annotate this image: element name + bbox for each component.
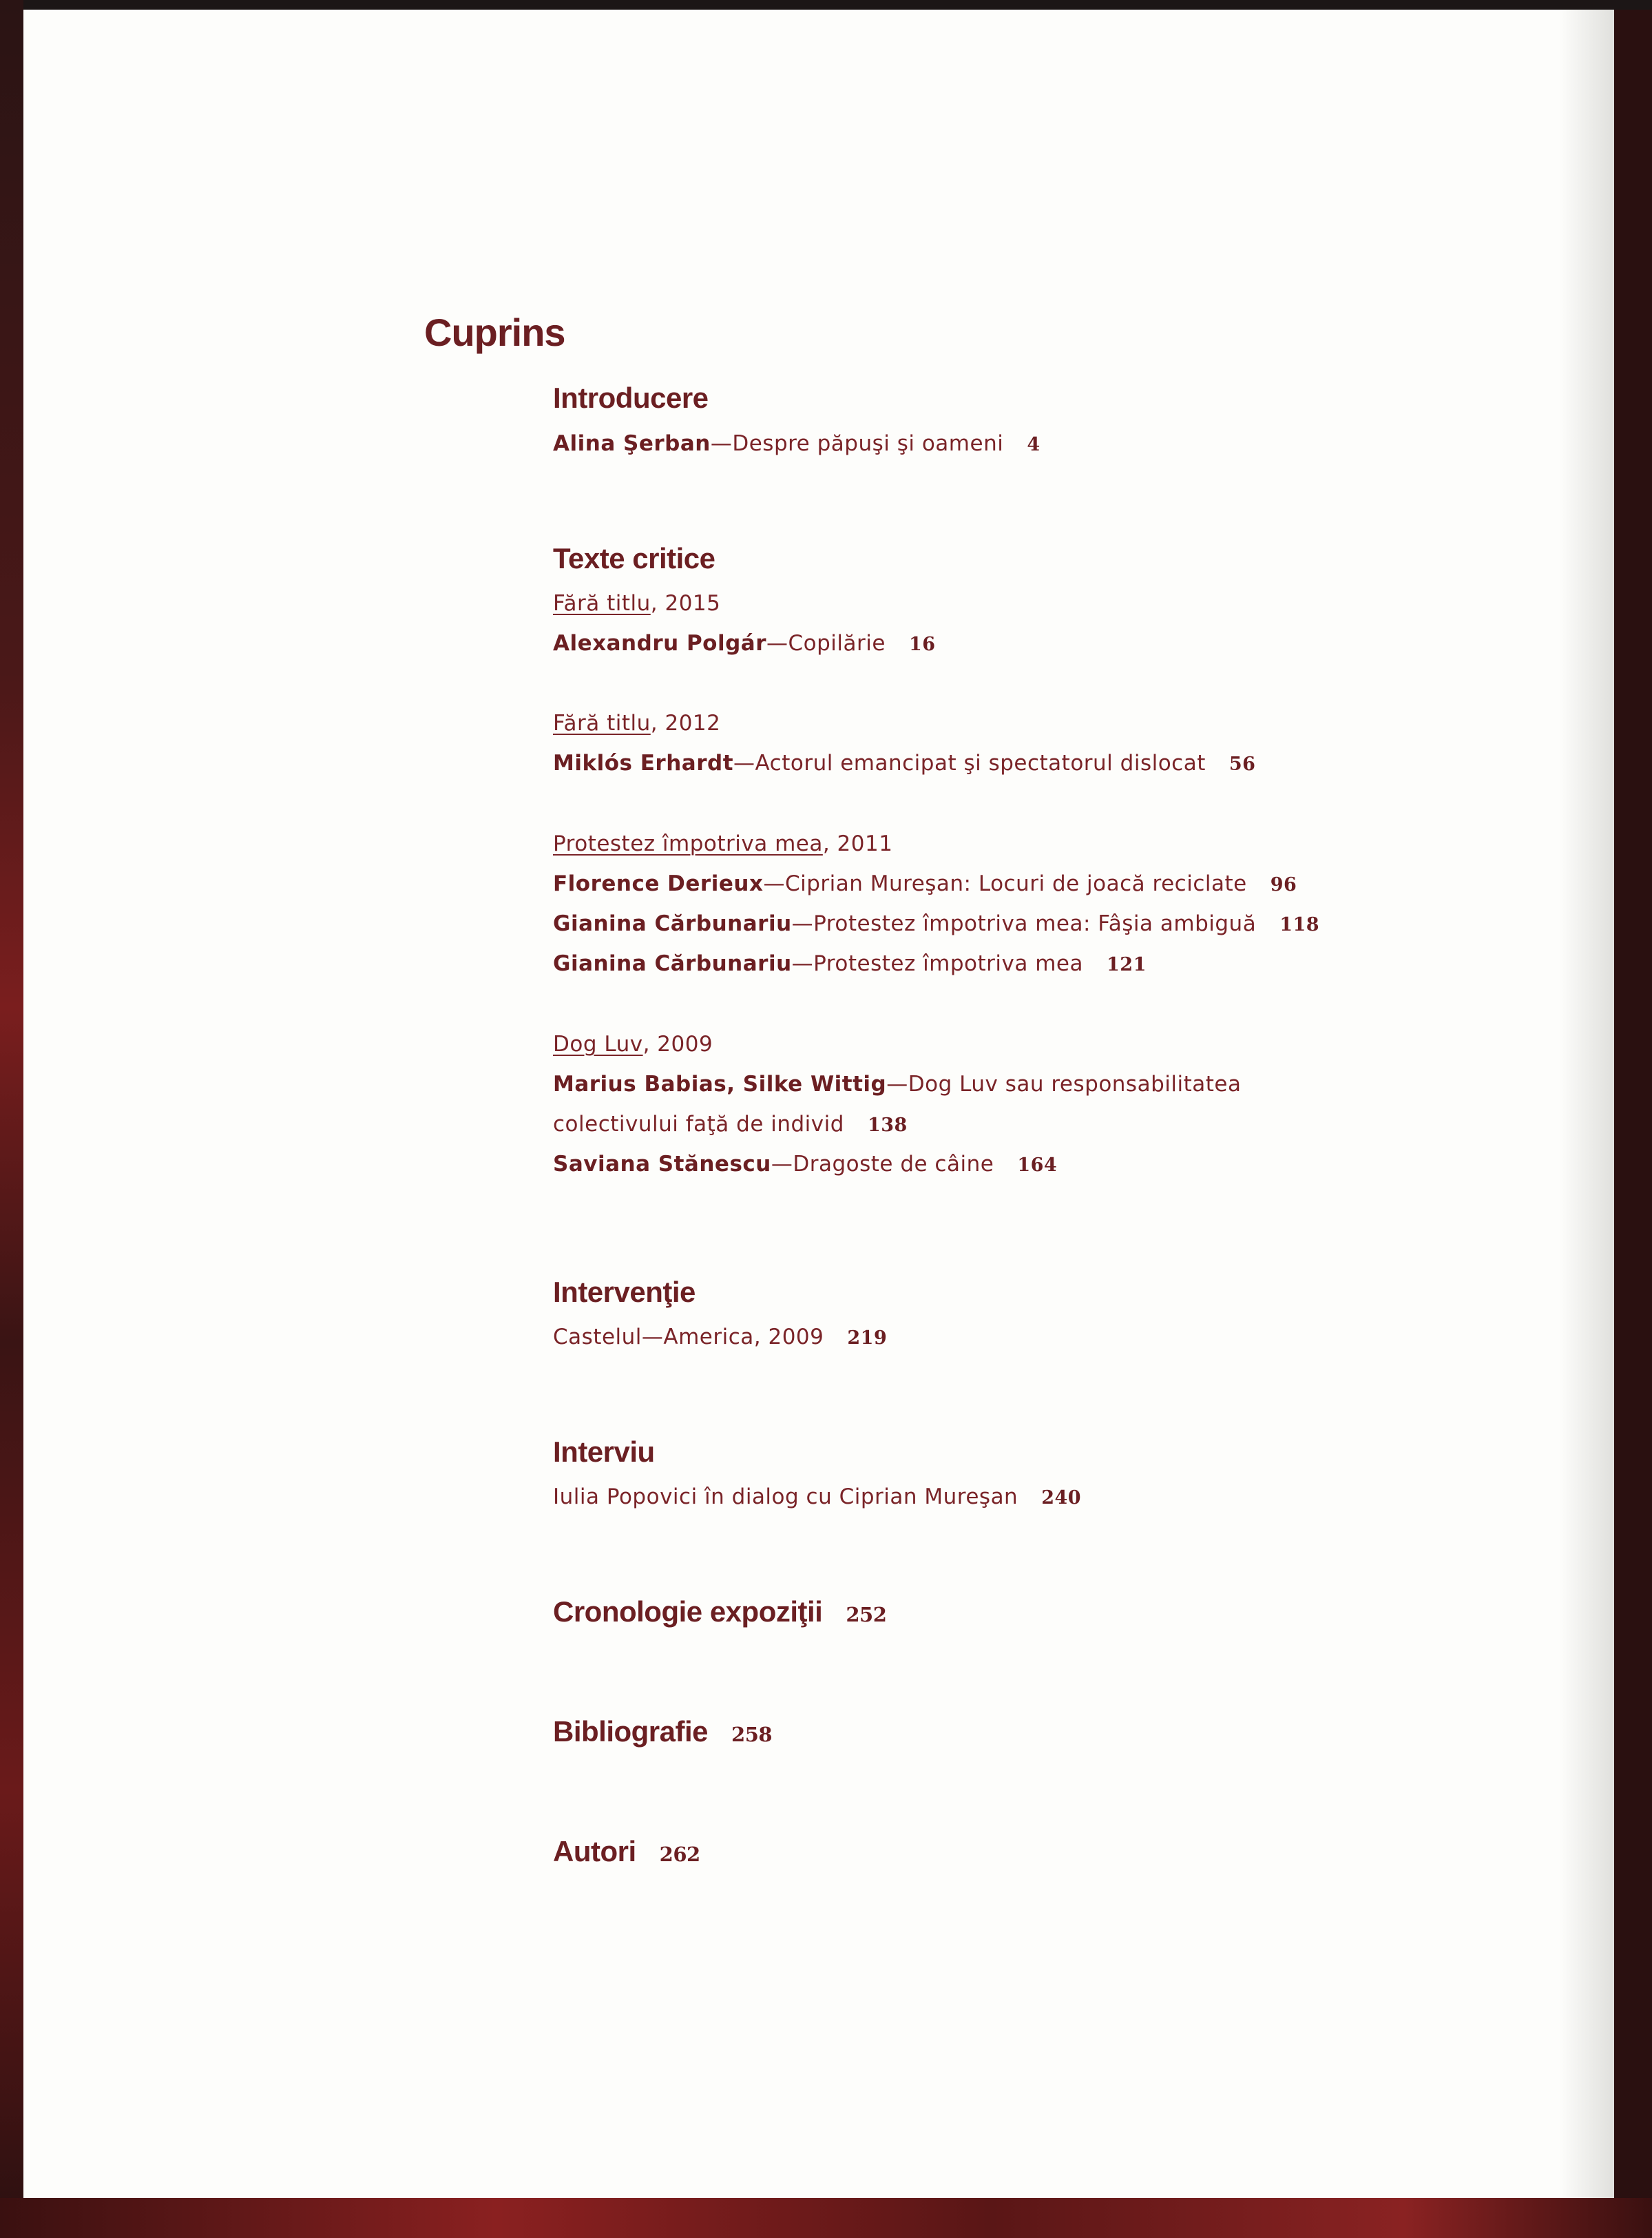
entry-title: Protestez împotriva mea — [813, 951, 1083, 976]
toc-title: Cuprins — [424, 311, 565, 354]
scan-edge-top — [0, 0, 1652, 10]
toc-entry — [553, 951, 1147, 976]
toc-entry-continuation — [553, 1112, 908, 1137]
work-year: , 2009 — [642, 1032, 713, 1057]
toc-entry — [553, 1484, 1081, 1509]
toc-entry — [553, 631, 936, 656]
entry-title: Dragoste de câine — [793, 1152, 994, 1177]
toc-entry — [553, 1325, 887, 1349]
work-year: , 2011 — [822, 831, 893, 856]
toc-entry — [553, 871, 1297, 896]
section-heading-cronologie — [553, 1595, 886, 1628]
work-title: Fără titlu — [553, 591, 651, 616]
entry-separator: — — [771, 1152, 793, 1177]
entry-title: Dog Luv sau responsabilitatea — [908, 1072, 1242, 1097]
heading-label: Bibliografie — [553, 1715, 709, 1748]
entry-author: Gianina Cărbunariu — [553, 911, 792, 936]
entry-title: Iulia Popovici în dialog cu Ciprian Mureşan — [553, 1484, 1018, 1509]
entry-page-number: 240 — [1041, 1487, 1082, 1509]
work-title: Dog Luv — [553, 1032, 643, 1057]
section-heading-bibliografie — [553, 1715, 772, 1748]
entry-author: Miklós Erhardt — [553, 751, 734, 776]
heading-label: Cronologie expoziţii — [553, 1595, 823, 1628]
entry-title: Despre păpuşi şi oameni — [732, 431, 1004, 456]
entry-author: Gianina Cărbunariu — [553, 951, 792, 976]
entry-page-number: 118 — [1279, 914, 1320, 935]
work-heading — [553, 711, 720, 736]
section-heading-texte-critice: Texte critice — [553, 542, 715, 574]
entry-separator: — — [763, 871, 785, 896]
toc-entry — [553, 431, 1041, 456]
entry-page-number: 16 — [908, 634, 936, 655]
entry-page-number: 56 — [1228, 754, 1256, 775]
entry-separator: — — [886, 1072, 908, 1097]
entry-author: Saviana Stănescu — [553, 1152, 771, 1177]
work-title: Fără titlu — [553, 711, 651, 736]
entry-author: Alina Şerban — [553, 431, 711, 456]
section-heading-autori — [553, 1835, 700, 1868]
section-heading-interviu: Interviu — [553, 1436, 655, 1468]
toc-entry — [553, 751, 1255, 776]
entry-author: Alexandru Polgár — [553, 631, 767, 656]
entry-separator: — — [710, 431, 733, 456]
entry-separator: — — [791, 911, 814, 936]
entry-separator: — — [791, 951, 814, 976]
entry-separator: — — [766, 631, 788, 656]
entry-title: Copilărie — [788, 631, 886, 656]
toc-entry — [553, 911, 1319, 936]
entry-author: Florence Derieux — [553, 871, 764, 896]
heading-page-number: 258 — [731, 1723, 773, 1746]
entry-title-continued: colectivului faţă de individ — [553, 1112, 844, 1137]
entry-separator: — — [733, 751, 755, 776]
heading-page-number: 262 — [659, 1843, 700, 1866]
scan-edge-left — [0, 0, 23, 2238]
work-heading — [553, 1032, 713, 1057]
entry-page-number: 96 — [1270, 874, 1297, 895]
heading-page-number: 252 — [846, 1603, 887, 1626]
work-title: Protestez împotriva mea — [553, 831, 823, 856]
section-heading-introducere: Introducere — [553, 382, 709, 414]
page-gutter-shadow — [1559, 10, 1614, 2198]
entry-page-number: 164 — [1017, 1154, 1058, 1176]
scan-edge-bottom — [0, 2198, 1652, 2238]
entry-title: Ciprian Mureşan: Locuri de joacă reciclate — [784, 871, 1247, 896]
toc-entry — [553, 1072, 1241, 1097]
entry-page-number: 121 — [1107, 954, 1147, 975]
book-page — [23, 10, 1614, 2198]
entry-page-number: 138 — [867, 1115, 908, 1136]
section-heading-interventie: Intervenţie — [553, 1276, 696, 1308]
heading-label: Autori — [553, 1835, 636, 1867]
entry-title: Castelul—America, 2009 — [553, 1325, 824, 1349]
entry-page-number: 219 — [847, 1327, 888, 1349]
work-year: , 2015 — [650, 591, 721, 616]
entry-author: Marius Babias, Silke Wittig — [553, 1072, 887, 1097]
entry-title: Actorul emancipat şi spectatorul dislocat — [755, 751, 1206, 776]
work-heading — [553, 591, 720, 616]
work-year: , 2012 — [650, 711, 721, 736]
work-heading — [553, 831, 892, 856]
entry-page-number: 4 — [1027, 434, 1041, 455]
entry-title: Protestez împotriva mea: Fâşia ambiguă — [813, 911, 1257, 936]
toc-entry — [553, 1152, 1057, 1177]
